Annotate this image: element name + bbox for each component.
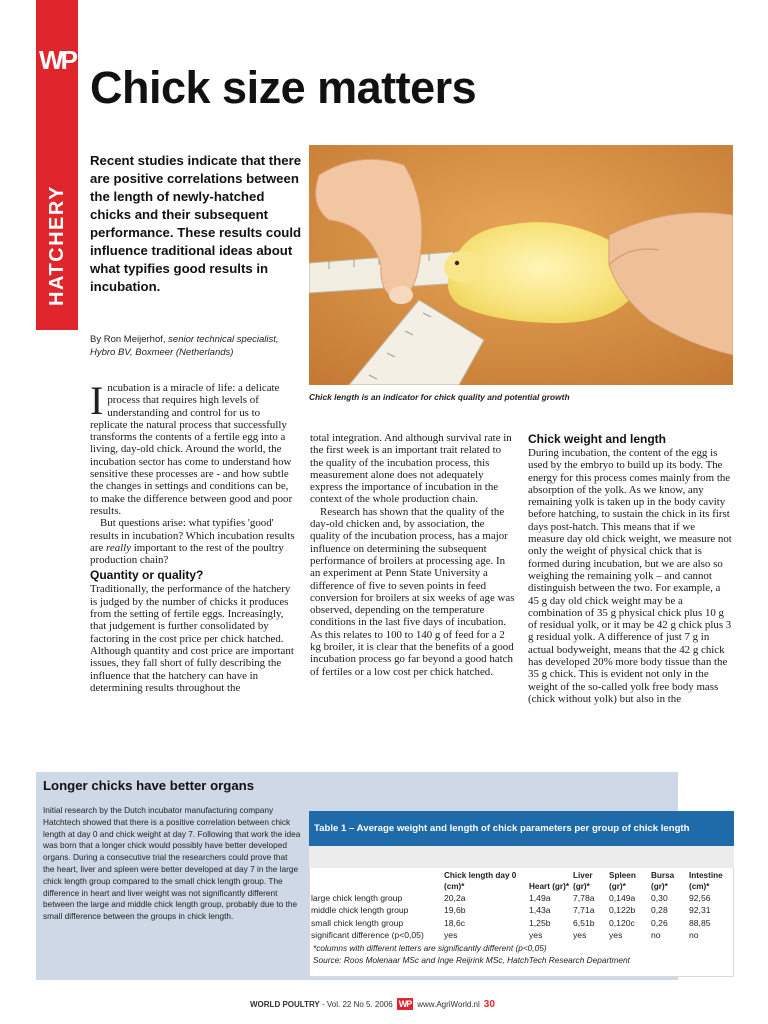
table-row bbox=[311, 917, 734, 929]
table-cell: 19,6b bbox=[444, 905, 466, 916]
table-cell: small chick length group bbox=[311, 917, 404, 928]
paragraph: Research has shown that the quality of the day-old chicken and, by association, the quality of the incubation process, has a major influence on determining the subsequent performance of broilers at processing age. In an experiment at Penn State University a difference of five to seven points in feed conversion for broilers at six weeks of age was observed, depending on the temperature conditions in the last five days of incubation. As this relates to 100 to 140 g of feed for a 2 kg broiler, it is clear that the benefits of a good incubation process go far beyond a good hatch of fertiles or a low cost per chick hatched. bbox=[310, 505, 515, 678]
table-title: Table 1 – Average weight and length of chick parameters per group of chick length bbox=[309, 811, 734, 846]
article-title: Chick size matters bbox=[90, 62, 477, 113]
section-label bbox=[36, 160, 78, 330]
table-cell: yes bbox=[529, 929, 543, 940]
article-intro: Recent studies indicate that there are positive correlations between the length of newly-hatched chicks and their subsequent performance. These results could influence traditional ideas about what typifies good results in incubation. bbox=[90, 153, 302, 294]
table-cell: yes bbox=[573, 929, 587, 940]
table-cell: significant difference (p<0,05) bbox=[311, 929, 424, 940]
column-1 bbox=[90, 378, 295, 694]
table-row bbox=[311, 929, 734, 941]
column-3 bbox=[528, 430, 733, 705]
byline-author: By Ron Meijerhof, bbox=[90, 334, 169, 345]
drop-cap: I bbox=[90, 378, 104, 423]
subheading-quantity: Quantity or quality? bbox=[90, 568, 204, 583]
table-footnote: *columns with different letters are significantly different (p<0,05) bbox=[313, 943, 547, 953]
table-header-band bbox=[309, 846, 734, 868]
paragraph: During incubation, the content of the egg is used by the embryo to build up its body. The energy for this process comes mainly from the absorption of the yolk. As we know, any remaining yolk is taken up in the body cavity before hatching, to sustain the chick in its first days post-hatch. This means that if we measure day old chick weight, we measure not only the weight of physical chick that is formed during incubation, but we are also so weighing the remaining yolk – and cannot distinguish between the two. For example, a 45 g day old chick weight may be a combination of 35 g physical chick plus 10 g of residual yolk, or it may be 42 g chick plus 3 g residual yolk. A difference of just 7 g in actual bodyweight, means that the 42 g chick has developed 20% more body tissue than the 35 g chick. This is evident not only in the weight of the so-called yolk free body mass (chick without yolk) but also in the bbox=[528, 447, 732, 705]
box-text: Initial research by the Dutch incubator manufacturing company Hatchtech showed that there is a positive correlation between chick length at day 0 and chick weight at day 7. Following that work the idea was born that a longer chick would possibly have better developed organs. During a consecutive trial the researchers could prove that the heart, liver and spleen were better developed at day 7 in the large chick length group compared to the small chick length group. The difference in heart and liver weight was not significantly different between the large and middle chick length group, probably due to the small difference between the groups in chick length. bbox=[43, 805, 301, 922]
publication-name: WORLD POULTRY bbox=[250, 999, 320, 1009]
box-title: Longer chicks have better organs bbox=[43, 778, 255, 793]
table-cell: middle chick length group bbox=[311, 905, 409, 916]
chick-measurement-illustration bbox=[309, 145, 733, 385]
table-cell: no bbox=[651, 929, 661, 940]
text-run: important to the rest of the poultry production chain? bbox=[90, 541, 284, 567]
table-cell: 0,122b bbox=[609, 905, 636, 916]
column-header bbox=[311, 866, 444, 892]
table-cell: yes bbox=[609, 929, 623, 940]
table-cell: 0,28 bbox=[651, 905, 668, 916]
table-cell: 7,71a bbox=[573, 905, 595, 916]
column-header: Bursa (gr)* bbox=[651, 871, 675, 891]
issue-info: - Vol. 22 No 5. 2006 bbox=[319, 999, 393, 1009]
table-cell: 20,2a bbox=[444, 893, 466, 903]
paragraph bbox=[90, 517, 295, 566]
column-2 bbox=[310, 432, 515, 678]
table-row bbox=[311, 892, 734, 904]
table-header-row bbox=[311, 866, 734, 892]
photo-caption: Chick length is an indicator for chick quality and potential growth bbox=[309, 392, 570, 402]
emphasis: really bbox=[106, 541, 132, 554]
wp-logo: WP bbox=[39, 45, 75, 75]
page-footer bbox=[250, 998, 495, 1010]
table-cell: 92,56 bbox=[689, 893, 711, 903]
column-header: Liver (gr)* bbox=[573, 871, 593, 891]
table-cell: 0,149a bbox=[609, 893, 636, 903]
column-header: Spleen (gr)* bbox=[609, 871, 636, 891]
table-cell: 0,30 bbox=[651, 893, 668, 903]
data-table bbox=[311, 866, 734, 941]
byline-role: senior technical specialist, Hybro BV, Boxmeer (Netherlands) bbox=[90, 334, 279, 358]
table-cell: 18,6c bbox=[444, 917, 466, 928]
table-cell: 92,31 bbox=[689, 905, 711, 916]
column-header: Heart (gr)* bbox=[529, 882, 570, 891]
table-row bbox=[311, 904, 734, 916]
table-cell: 88,85 bbox=[689, 917, 711, 928]
table-cell: 0,26 bbox=[651, 917, 668, 928]
table-cell: 0,120c bbox=[609, 917, 635, 928]
page-number: 30 bbox=[483, 998, 495, 1010]
table-cell: 7,78a bbox=[573, 893, 595, 903]
paragraph: ncubation is a miracle of life: a delicate process that requires high levels of understanding and control for us to replicate the natural process that successfully transforms the contents of a fertile egg into a living, day-old chick. Around the world, the incubation sector has come to understand how sensitive these processes are - and how subtle the changes in settings and conditions can be, to make the difference between good and poor results. bbox=[90, 382, 293, 517]
text-run: But questions arise: what typifies 'good' results in incubation? Which incubation results are bbox=[90, 517, 295, 554]
footer-logo: WP bbox=[398, 999, 412, 1009]
table-cell: no bbox=[689, 929, 699, 940]
footer-url[interactable]: www.AgriWorld.nl bbox=[417, 999, 480, 1009]
table-cell: large chick length group bbox=[311, 893, 403, 903]
chick-photo bbox=[309, 145, 733, 385]
section-label-text: HATCHERY bbox=[45, 184, 68, 306]
subheading-weight: Chick weight and length bbox=[528, 432, 667, 446]
table-cell: 6,51b bbox=[573, 917, 595, 928]
byline bbox=[90, 334, 305, 359]
table-cell: yes bbox=[444, 929, 458, 940]
column-header: Chick length day 0 (cm)* bbox=[444, 871, 517, 891]
column-header: Intestine (cm)* bbox=[689, 871, 723, 891]
paragraph: total integration. And although survival rate in the first week is an important trait related to the quality of the incubation process, this measurement alone does not adequately express the importance of incubation in the context of the whole production chain. bbox=[310, 432, 512, 506]
table-cell: 1,49a bbox=[529, 893, 551, 903]
table-source: Source: Roos Molenaar MSc and Inge Reijrink MSc, HatchTech Research Department bbox=[313, 955, 630, 965]
table-cell: 1,43a bbox=[529, 905, 551, 916]
table-cell: 1,25b bbox=[529, 917, 551, 928]
paragraph: Traditionally, the performance of the hatchery is judged by the number of chicks it produces from the setting of fertile eggs. Increasingly, that judgement is further consolidated by factoring in the cost price per chick hatched. Although quantity and cost price are important issues, they fall short of fully describing the influence that the hatchery can have in determining results throughout the bbox=[90, 583, 294, 694]
table-notes bbox=[313, 942, 630, 966]
